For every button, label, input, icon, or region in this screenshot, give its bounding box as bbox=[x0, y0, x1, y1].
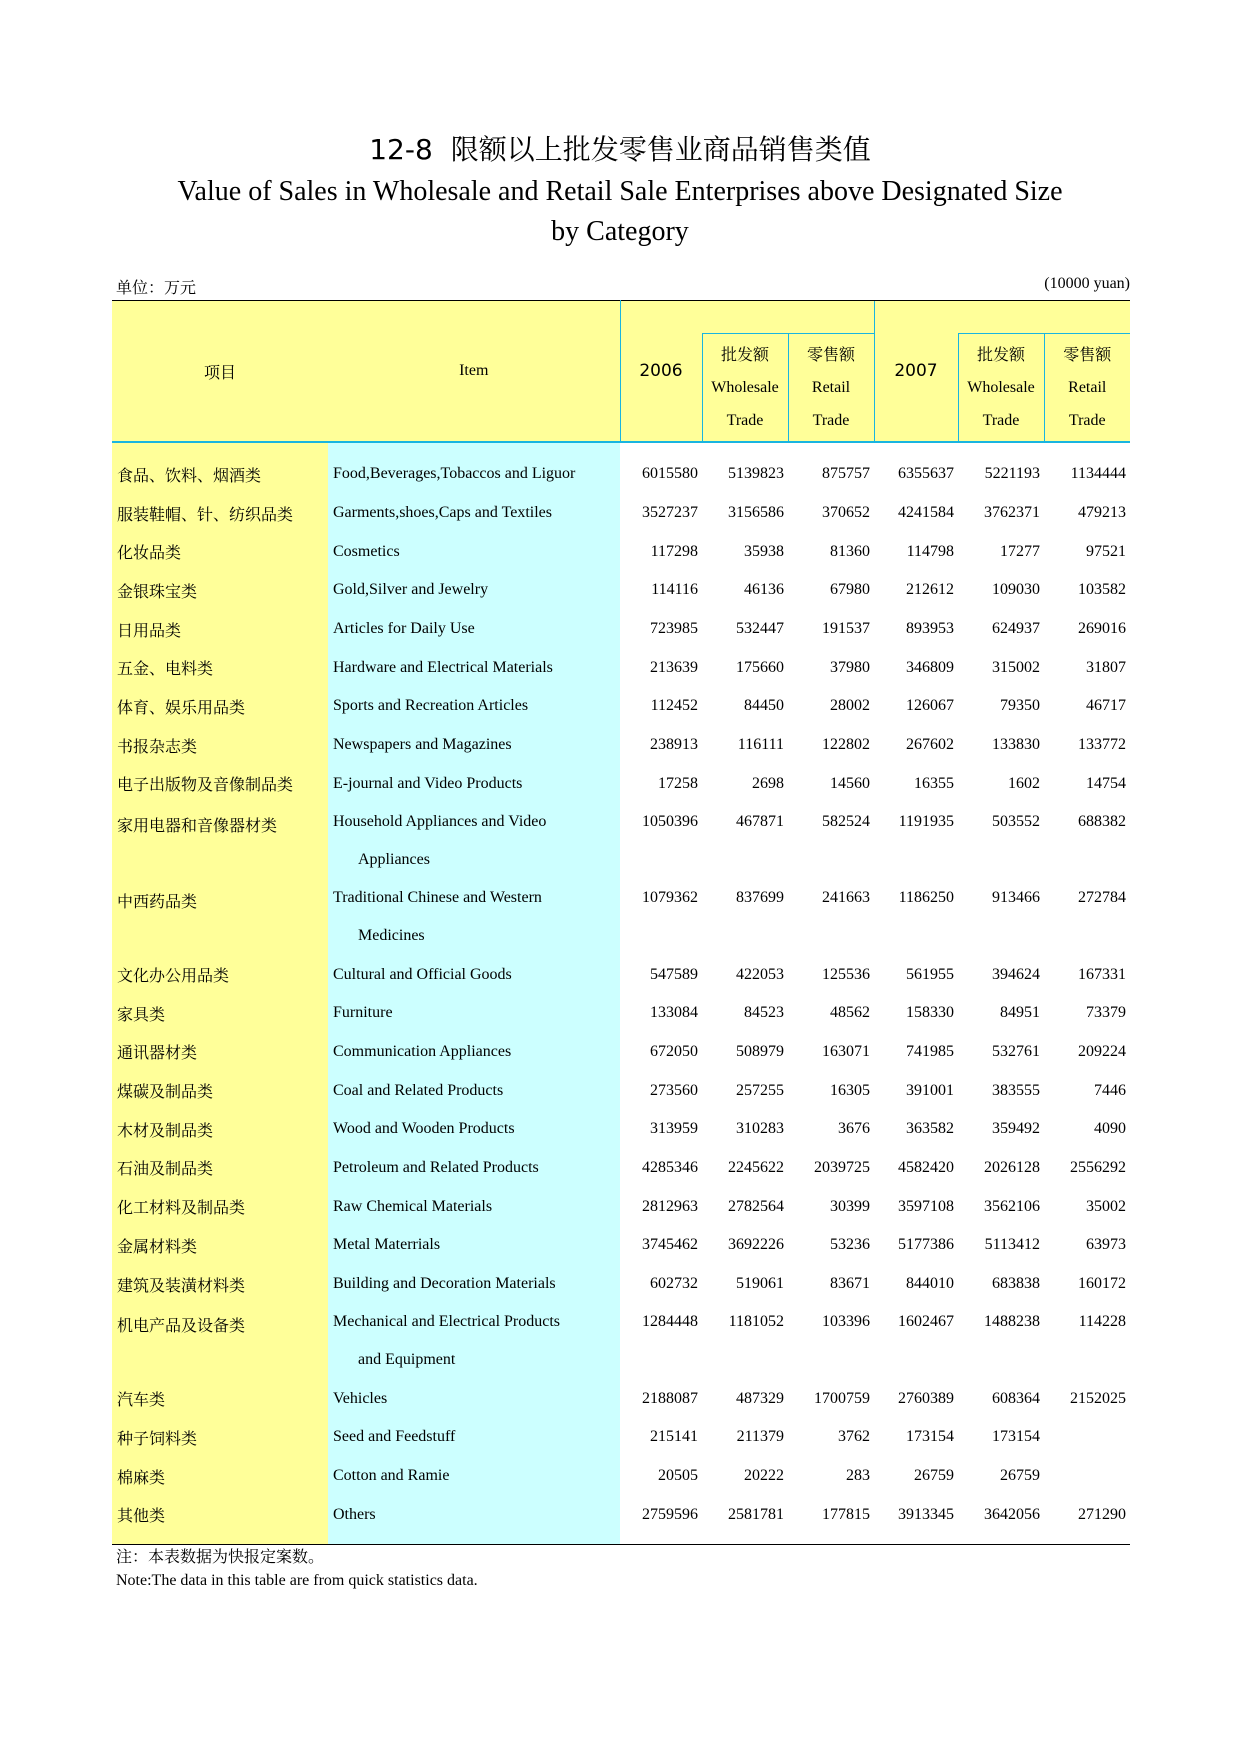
value-2006-wholesale: 211379 bbox=[736, 1428, 784, 1446]
header-2006-spacer bbox=[702, 301, 874, 334]
item-cn-cell: 化工材料及制品类 bbox=[112, 1187, 328, 1226]
header-wholesale-en2: Trade bbox=[726, 412, 764, 429]
value-2007-total: 4241584 bbox=[898, 504, 954, 522]
item-en-text: Cosmetics bbox=[333, 542, 400, 560]
value-2006-total: 238913 bbox=[650, 736, 698, 754]
value-2006-total: 2759596 bbox=[620, 1495, 702, 1544]
table-row bbox=[112, 1379, 1130, 1418]
note-en: Note:The data in this table are from quick statistics data. bbox=[116, 1572, 478, 1589]
value-2007-retail: 73379 bbox=[1086, 1004, 1126, 1022]
item-cn-cell: 通讯器材类 bbox=[112, 1033, 328, 1072]
value-2006-total: 547589 bbox=[650, 965, 698, 983]
value-2006-total: 672050 bbox=[650, 1042, 698, 1060]
header-item-cn: 项目 bbox=[112, 301, 328, 443]
value-2007-retail: 133772 bbox=[1078, 736, 1126, 754]
value-2006-wholesale: 5139823 bbox=[728, 465, 784, 483]
value-2006-retail: 283 bbox=[846, 1467, 870, 1485]
value-2007-total: 2760389 bbox=[898, 1389, 954, 1407]
table-row bbox=[112, 610, 1130, 649]
value-2007-total: 16355 bbox=[914, 774, 954, 792]
value-2007-retail: 97521 bbox=[1086, 542, 1126, 560]
item-en-text-cont: Appliances bbox=[358, 851, 430, 869]
value-2006-retail: 103396 bbox=[822, 1313, 870, 1331]
table-row bbox=[112, 494, 1130, 533]
value-2006-wholesale: 532447 bbox=[736, 620, 784, 638]
item-en-text: Cotton and Ramie bbox=[333, 1467, 450, 1485]
value-2006-retail: 37980 bbox=[830, 658, 870, 676]
value-2006-retail: 122802 bbox=[822, 736, 870, 754]
item-en-cell bbox=[328, 1187, 620, 1226]
value-2007-wholesale: 913466 bbox=[992, 889, 1040, 907]
item-en-cell bbox=[328, 726, 620, 765]
value-2007-retail: 46717 bbox=[1086, 697, 1126, 715]
value-2007-wholesale: 383555 bbox=[992, 1081, 1040, 1099]
value-2007-wholesale: 3562106 bbox=[984, 1197, 1040, 1215]
item-cn-cell: 家具类 bbox=[112, 994, 328, 1033]
item-en-text: E-journal and Video Products bbox=[333, 774, 523, 792]
value-2007-wholesale: 683838 bbox=[992, 1275, 1040, 1293]
title-en-line1: Value of Sales in Wholesale and Retail Sale Enterprises above Designated Size bbox=[177, 176, 1063, 207]
page-title-en bbox=[0, 172, 1240, 252]
value-2007-retail bbox=[1044, 1457, 1130, 1496]
item-cn-cell: 汽车类 bbox=[112, 1379, 328, 1418]
value-2007-wholesale: 5113412 bbox=[984, 1236, 1040, 1254]
value-2007-retail: 63973 bbox=[1086, 1236, 1126, 1254]
item-en-text: Coal and Related Products bbox=[333, 1081, 504, 1099]
table-row bbox=[112, 1149, 1130, 1188]
item-cn-cell: 金属材料类 bbox=[112, 1226, 328, 1265]
value-2006-wholesale: 467871 bbox=[736, 813, 784, 831]
value-2007-retail: 209224 bbox=[1078, 1042, 1126, 1060]
value-2007-total: 173154 bbox=[906, 1428, 954, 1446]
sales-table-wrap bbox=[112, 300, 1130, 1545]
value-2006-wholesale: 116111 bbox=[737, 736, 784, 754]
item-en-cell bbox=[328, 879, 620, 955]
item-cn-cell: 服装鞋帽、针、纺织品类 bbox=[112, 494, 328, 533]
value-2006-retail: 3676 bbox=[838, 1120, 870, 1138]
table-row bbox=[112, 1110, 1130, 1149]
value-2007-retail: 35002 bbox=[1086, 1197, 1126, 1215]
page-title-cn bbox=[0, 128, 1240, 168]
header-2007-wholesale bbox=[958, 334, 1044, 443]
value-2006-total: 3745462 bbox=[642, 1236, 698, 1254]
value-2007-wholesale: 503552 bbox=[992, 813, 1040, 831]
value-2006-total: 112452 bbox=[650, 697, 698, 715]
item-cn-cell: 其他类 bbox=[112, 1495, 328, 1544]
value-2007-retail: 4090 bbox=[1094, 1120, 1126, 1138]
value-2006-wholesale: 20222 bbox=[744, 1467, 784, 1485]
value-2007-wholesale: 315002 bbox=[992, 658, 1040, 676]
value-2006-total: 1050396 bbox=[642, 813, 698, 831]
header-wholesale-cn: 批发额 bbox=[720, 345, 769, 364]
item-en-cell bbox=[328, 803, 620, 879]
table-row bbox=[112, 726, 1130, 765]
value-2006-total: 213639 bbox=[650, 658, 698, 676]
value-2007-retail bbox=[1044, 1418, 1130, 1457]
value-2006-total: 20505 bbox=[658, 1467, 698, 1485]
item-en-cell bbox=[328, 1265, 620, 1304]
value-2007-total: 391001 bbox=[906, 1081, 954, 1099]
value-2007-total: 1602467 bbox=[898, 1313, 954, 1331]
value-2007-total: 741985 bbox=[906, 1042, 954, 1060]
item-en-text-cont: and Equipment bbox=[358, 1351, 456, 1369]
value-2007-wholesale: 79350 bbox=[1000, 697, 1040, 715]
item-cn-cell: 金银珠宝类 bbox=[112, 571, 328, 610]
value-2006-retail: 582524 bbox=[822, 813, 870, 831]
title-cn-text: 限额以上批发零售业商品销售类值 bbox=[450, 133, 871, 166]
header-retail-en1: Retail bbox=[1068, 379, 1107, 396]
value-2006-retail: 81360 bbox=[830, 542, 870, 560]
item-en-cell bbox=[328, 1495, 620, 1544]
unit-cn: 单位：万元 bbox=[116, 280, 197, 297]
table-row bbox=[112, 1071, 1130, 1110]
item-cn-cell: 食品、饮料、烟酒类 bbox=[112, 442, 328, 494]
value-2006-total: 6015580 bbox=[642, 465, 698, 483]
value-2007-wholesale: 624937 bbox=[992, 620, 1040, 638]
value-2006-total: 4285346 bbox=[642, 1158, 698, 1176]
item-en-text: Building and Decoration Materials bbox=[333, 1275, 556, 1293]
value-2006-retail: 125536 bbox=[822, 965, 870, 983]
value-2007-retail: 269016 bbox=[1078, 620, 1126, 638]
value-2006-total: 273560 bbox=[650, 1081, 698, 1099]
value-2006-retail: 191537 bbox=[822, 620, 870, 638]
item-cn-cell: 石油及制品类 bbox=[112, 1149, 328, 1188]
value-2006-total: 313959 bbox=[650, 1120, 698, 1138]
item-en-text: Vehicles bbox=[333, 1389, 388, 1407]
value-2006-wholesale: 3692226 bbox=[728, 1236, 784, 1254]
table-row bbox=[112, 1226, 1130, 1265]
unit-en: (10000 yuan) bbox=[1044, 275, 1130, 292]
item-en-cell bbox=[328, 955, 620, 994]
item-cn-cell: 中西药品类 bbox=[112, 879, 328, 955]
value-2006-wholesale: 2581781 bbox=[702, 1495, 788, 1544]
item-en-cell bbox=[328, 1110, 620, 1149]
value-2007-retail: 271290 bbox=[1044, 1495, 1130, 1544]
value-2007-wholesale: 109030 bbox=[992, 581, 1040, 599]
header-retail-en1: Retail bbox=[811, 379, 851, 396]
table-row bbox=[112, 532, 1130, 571]
value-2006-retail: 163071 bbox=[822, 1042, 870, 1060]
value-2006-total: 117298 bbox=[650, 542, 698, 560]
value-2007-retail: 160172 bbox=[1078, 1275, 1126, 1293]
header-wholesale-cn: 批发额 bbox=[976, 345, 1025, 364]
item-cn-cell: 日用品类 bbox=[112, 610, 328, 649]
item-en-text-cont: Medicines bbox=[358, 927, 425, 945]
item-en-cell bbox=[328, 1149, 620, 1188]
table-row bbox=[112, 442, 1130, 494]
table-header bbox=[112, 301, 1130, 443]
value-2007-wholesale: 5221193 bbox=[984, 465, 1040, 483]
table-row bbox=[112, 1265, 1130, 1304]
item-cn-cell: 机电产品及设备类 bbox=[112, 1303, 328, 1379]
value-2006-wholesale: 35938 bbox=[744, 542, 784, 560]
item-en-text: Mechanical and Electrical Products bbox=[333, 1313, 561, 1331]
table-row bbox=[112, 994, 1130, 1033]
value-2007-total: 893953 bbox=[906, 620, 954, 638]
value-2007-total: 1186250 bbox=[898, 889, 954, 907]
value-2007-total: 4582420 bbox=[898, 1158, 954, 1176]
item-cn-cell: 棉麻类 bbox=[112, 1457, 328, 1496]
item-en-text: Petroleum and Related Products bbox=[333, 1158, 539, 1176]
item-en-cell bbox=[328, 1379, 620, 1418]
item-cn-cell: 体育、娱乐用品类 bbox=[112, 687, 328, 726]
item-cn-cell: 煤碳及制品类 bbox=[112, 1071, 328, 1110]
value-2006-wholesale: 2698 bbox=[752, 774, 784, 792]
value-2007-total: 346809 bbox=[906, 658, 954, 676]
value-2006-total: 17258 bbox=[658, 774, 698, 792]
value-2007-wholesale: 2026128 bbox=[984, 1158, 1040, 1176]
value-2007-total: 26759 bbox=[914, 1467, 954, 1485]
value-2006-total: 215141 bbox=[650, 1428, 698, 1446]
item-en-cell bbox=[328, 1457, 620, 1496]
value-2007-total: 212612 bbox=[906, 581, 954, 599]
header-retail-cn: 零售额 bbox=[1063, 345, 1112, 364]
value-2007-total: 6355637 bbox=[898, 465, 954, 483]
value-2007-wholesale: 17277 bbox=[1000, 542, 1040, 560]
item-en-text: Hardware and Electrical Materials bbox=[333, 658, 553, 676]
item-en-text: Metal Materrials bbox=[333, 1236, 441, 1254]
value-2007-retail: 7446 bbox=[1094, 1081, 1126, 1099]
value-2006-total: 723985 bbox=[650, 620, 698, 638]
value-2006-total: 2812963 bbox=[642, 1197, 698, 1215]
item-en-text: Gold,Silver and Jewelry bbox=[333, 581, 489, 599]
sales-table bbox=[112, 300, 1130, 1545]
value-2006-retail: 30399 bbox=[830, 1197, 870, 1215]
header-2007-retail bbox=[1044, 334, 1130, 443]
value-2006-retail: 48562 bbox=[830, 1004, 870, 1022]
note-cn: 注：本表数据为快报定案数。 bbox=[116, 1547, 325, 1566]
item-cn-cell: 化妆品类 bbox=[112, 532, 328, 571]
table-row bbox=[112, 1457, 1130, 1496]
value-2007-total: 844010 bbox=[906, 1275, 954, 1293]
value-2006-retail: 28002 bbox=[830, 697, 870, 715]
item-cn-cell: 电子出版物及音像制品类 bbox=[112, 765, 328, 804]
item-en-text: Raw Chemical Materials bbox=[333, 1197, 493, 1215]
value-2007-total: 1191935 bbox=[898, 813, 954, 831]
value-2007-wholesale: 359492 bbox=[992, 1120, 1040, 1138]
item-cn-cell: 五金、电料类 bbox=[112, 648, 328, 687]
value-2006-total: 3527237 bbox=[642, 504, 698, 522]
item-en-cell bbox=[328, 494, 620, 533]
value-2007-total: 114798 bbox=[906, 542, 954, 560]
value-2007-retail: 1134444 bbox=[1070, 465, 1126, 483]
value-2006-wholesale: 84450 bbox=[744, 697, 784, 715]
value-2007-wholesale: 394624 bbox=[992, 965, 1040, 983]
table-body bbox=[112, 442, 1130, 1545]
table-row bbox=[112, 687, 1130, 726]
table-row bbox=[112, 1495, 1130, 1544]
table-row bbox=[112, 571, 1130, 610]
value-2007-retail: 2152025 bbox=[1070, 1389, 1126, 1407]
table-row bbox=[112, 765, 1130, 804]
value-2007-total: 561955 bbox=[906, 965, 954, 983]
item-en-cell bbox=[328, 1071, 620, 1110]
value-2006-retail: 177815 bbox=[788, 1495, 874, 1544]
value-2007-wholesale: 532761 bbox=[992, 1042, 1040, 1060]
item-en-text: Traditional Chinese and Western bbox=[333, 889, 542, 907]
value-2007-retail: 2556292 bbox=[1070, 1158, 1126, 1176]
value-2007-retail: 167331 bbox=[1078, 965, 1126, 983]
value-2006-wholesale: 519061 bbox=[736, 1275, 784, 1293]
value-2006-retail: 1700759 bbox=[814, 1389, 870, 1407]
value-2007-wholesale: 84951 bbox=[1000, 1004, 1040, 1022]
value-2007-total: 5177386 bbox=[898, 1236, 954, 1254]
item-en-cell bbox=[328, 532, 620, 571]
header-2006-wholesale bbox=[702, 334, 788, 443]
value-2006-total: 1079362 bbox=[642, 889, 698, 907]
value-2006-wholesale: 84523 bbox=[744, 1004, 784, 1022]
value-2006-total: 602732 bbox=[650, 1275, 698, 1293]
unit-row bbox=[116, 275, 1130, 298]
value-2006-retail: 14560 bbox=[830, 774, 870, 792]
value-2006-wholesale: 310283 bbox=[736, 1120, 784, 1138]
header-wholesale-en1: Wholesale bbox=[711, 379, 779, 396]
value-2006-total: 133084 bbox=[650, 1004, 698, 1022]
item-cn-cell: 建筑及装潢材料类 bbox=[112, 1265, 328, 1304]
value-2007-retail: 114228 bbox=[1078, 1313, 1126, 1331]
item-en-cell bbox=[328, 610, 620, 649]
value-2007-wholesale: 173154 bbox=[992, 1428, 1040, 1446]
value-2007-retail: 103582 bbox=[1078, 581, 1126, 599]
value-2007-wholesale: 1602 bbox=[1008, 774, 1040, 792]
item-en-cell bbox=[328, 571, 620, 610]
value-2006-wholesale: 487329 bbox=[736, 1389, 784, 1407]
table-row bbox=[112, 879, 1130, 955]
table-row bbox=[112, 1418, 1130, 1457]
table-row bbox=[112, 1303, 1130, 1379]
header-retail-en2: Trade bbox=[1068, 412, 1106, 429]
value-2006-wholesale: 2245622 bbox=[728, 1158, 784, 1176]
header-item-en: Item bbox=[328, 301, 620, 443]
value-2006-total: 114116 bbox=[651, 581, 698, 599]
table-row bbox=[112, 803, 1130, 879]
item-en-cell bbox=[328, 1418, 620, 1457]
value-2007-retail: 14754 bbox=[1086, 774, 1126, 792]
title-en-line2: by Category bbox=[551, 216, 689, 247]
value-2006-retail: 67980 bbox=[830, 581, 870, 599]
item-en-text: Wood and Wooden Products bbox=[333, 1120, 515, 1138]
item-cn-cell: 文化办公用品类 bbox=[112, 955, 328, 994]
item-en-text: Newspapers and Magazines bbox=[333, 736, 512, 754]
table-number: 12-8 bbox=[369, 133, 433, 166]
item-cn-cell: 木材及制品类 bbox=[112, 1110, 328, 1149]
header-retail-cn: 零售额 bbox=[806, 345, 855, 364]
value-2006-retail: 370652 bbox=[822, 504, 870, 522]
item-en-text: Seed and Feedstuff bbox=[333, 1428, 456, 1446]
table-row bbox=[112, 955, 1130, 994]
item-en-text: Articles for Daily Use bbox=[333, 620, 475, 638]
item-cn-cell: 书报杂志类 bbox=[112, 726, 328, 765]
item-en-cell bbox=[328, 1226, 620, 1265]
table-row bbox=[112, 1033, 1130, 1072]
header-2007-spacer bbox=[958, 301, 1130, 334]
header-retail-en2: Trade bbox=[812, 412, 850, 429]
value-2007-wholesale: 3642056 bbox=[958, 1495, 1044, 1544]
value-2007-wholesale: 608364 bbox=[992, 1389, 1040, 1407]
value-2006-wholesale: 422053 bbox=[736, 965, 784, 983]
value-2007-retail: 31807 bbox=[1086, 658, 1126, 676]
value-2006-retail: 83671 bbox=[830, 1275, 870, 1293]
value-2006-retail: 2039725 bbox=[814, 1158, 870, 1176]
item-en-cell bbox=[328, 1033, 620, 1072]
header-year-2007: 2007 bbox=[874, 301, 958, 443]
value-2006-retail: 3762 bbox=[838, 1428, 870, 1446]
value-2006-total: 1284448 bbox=[642, 1313, 698, 1331]
item-cn-cell: 家用电器和音像器材类 bbox=[112, 803, 328, 879]
item-en-text: Furniture bbox=[333, 1004, 393, 1022]
value-2006-wholesale: 257255 bbox=[736, 1081, 784, 1099]
table-row bbox=[112, 648, 1130, 687]
item-en-cell bbox=[328, 442, 620, 494]
value-2006-retail: 241663 bbox=[822, 889, 870, 907]
item-en-text: Sports and Recreation Articles bbox=[333, 697, 529, 715]
header-wholesale-en2: Trade bbox=[982, 412, 1020, 429]
value-2007-total: 3913345 bbox=[874, 1495, 958, 1544]
table-row bbox=[112, 1187, 1130, 1226]
value-2006-wholesale: 1181052 bbox=[728, 1313, 784, 1331]
value-2006-wholesale: 837699 bbox=[736, 889, 784, 907]
value-2007-total: 158330 bbox=[906, 1004, 954, 1022]
item-en-cell bbox=[328, 648, 620, 687]
value-2007-wholesale: 1488238 bbox=[984, 1313, 1040, 1331]
value-2006-wholesale: 2782564 bbox=[728, 1197, 784, 1215]
item-en-text: Communication Appliances bbox=[333, 1042, 512, 1060]
table-note bbox=[116, 1545, 478, 1593]
value-2007-wholesale: 133830 bbox=[992, 736, 1040, 754]
header-wholesale-en1: Wholesale bbox=[967, 379, 1035, 396]
item-en-cell bbox=[328, 765, 620, 804]
value-2007-retail: 272784 bbox=[1078, 889, 1126, 907]
item-en-text: Food,Beverages,Tobaccos and Liguor bbox=[333, 465, 576, 483]
value-2006-total: 2188087 bbox=[642, 1389, 698, 1407]
item-en-text: Household Appliances and Video bbox=[333, 813, 547, 831]
value-2006-wholesale: 508979 bbox=[736, 1042, 784, 1060]
value-2006-wholesale: 46136 bbox=[744, 581, 784, 599]
value-2007-retail: 479213 bbox=[1078, 504, 1126, 522]
value-2007-total: 3597108 bbox=[898, 1197, 954, 1215]
item-cn-cell: 种子饲料类 bbox=[112, 1418, 328, 1457]
value-2006-retail: 53236 bbox=[830, 1236, 870, 1254]
value-2006-retail: 875757 bbox=[822, 465, 870, 483]
value-2006-retail: 16305 bbox=[830, 1081, 870, 1099]
item-en-text: Others bbox=[333, 1505, 376, 1523]
header-2006-retail bbox=[788, 334, 874, 443]
value-2007-total: 126067 bbox=[906, 697, 954, 715]
value-2007-wholesale: 26759 bbox=[1000, 1467, 1040, 1485]
value-2006-wholesale: 3156586 bbox=[728, 504, 784, 522]
header-year-2006: 2006 bbox=[620, 301, 702, 443]
item-en-cell bbox=[328, 687, 620, 726]
item-en-text: Garments,shoes,Caps and Textiles bbox=[333, 504, 552, 522]
value-2007-retail: 688382 bbox=[1078, 813, 1126, 831]
item-en-cell bbox=[328, 994, 620, 1033]
item-en-text: Cultural and Official Goods bbox=[333, 965, 512, 983]
item-en-cell bbox=[328, 1303, 620, 1379]
value-2007-total: 363582 bbox=[906, 1120, 954, 1138]
value-2007-wholesale: 3762371 bbox=[984, 504, 1040, 522]
value-2007-total: 267602 bbox=[906, 736, 954, 754]
value-2006-wholesale: 175660 bbox=[736, 658, 784, 676]
